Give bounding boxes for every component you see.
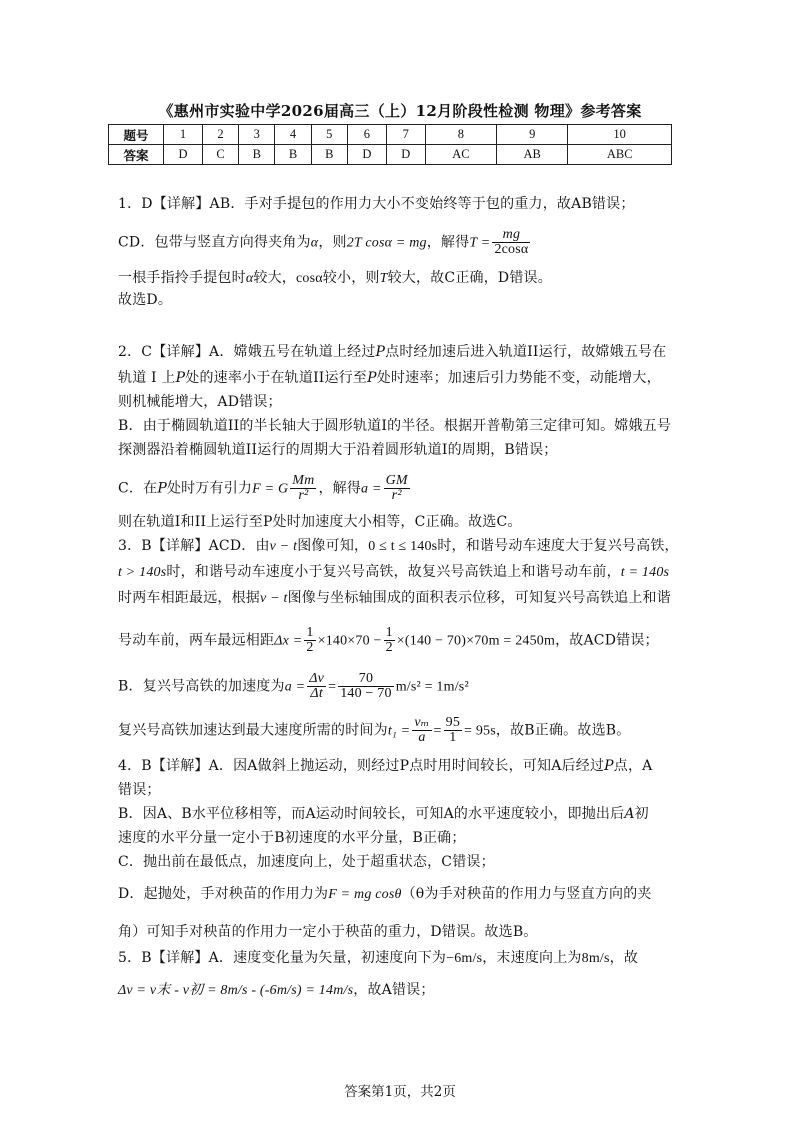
q3-frac-den: 140 − 70 [340, 686, 392, 701]
q3-frac-70 [338, 672, 394, 701]
question-number-cell: 10 [568, 125, 672, 145]
question-number-cell: 2 [202, 125, 238, 145]
q1-line-3 [118, 268, 552, 289]
question-number-cell: 7 [386, 125, 425, 145]
q4-line-3 [118, 804, 649, 824]
q3-frac-dvdt [307, 672, 326, 701]
q2-line-1 [118, 342, 666, 362]
q3-frac-num: Δv [309, 671, 325, 686]
q1-cos: cosα [295, 271, 323, 286]
question-number-cell: 8 [425, 125, 496, 145]
q2-P: P [175, 370, 186, 386]
q3-text: 图像与坐标轴围成的面积表示位移，可知复兴号高铁追上和谐 [287, 590, 671, 606]
q4-A: A [624, 806, 635, 822]
q3-frac-den: Δt [310, 686, 323, 701]
q2-text: 处时速率；加速后引力势能不变，动能增大， [376, 370, 661, 386]
q3-text: 时，和谐号动车速度大于复兴号高铁， [437, 538, 679, 554]
q2-frac-num: Mm [292, 473, 315, 488]
q1-T-label: T = [469, 235, 491, 251]
q3-t-cond-2: t = 140s [620, 565, 670, 580]
question-number-cell: 3 [239, 125, 275, 145]
q5-line-2 [118, 980, 435, 1001]
q2-P: P [375, 344, 386, 360]
answer-cell: B [239, 145, 275, 165]
q2-line-2 [118, 368, 661, 388]
answer-cell: B [311, 145, 347, 165]
q2-fraction-2 [384, 474, 410, 503]
q4-force-eq: F = mg cosθ [328, 887, 402, 902]
q3-dx-eq: ×(140 − 70)×70m = 2450m [396, 633, 556, 649]
q3-text: 图像可知， [297, 538, 369, 554]
q3-text: ，故ACD错误； [555, 632, 659, 649]
q1-T: T [379, 271, 388, 286]
q1-text: 较大， [253, 270, 296, 286]
q2-line-5: 探测器沿着椭圆轨道II运行的周期大于沿着圆形轨道I的周期，B错误； [118, 442, 558, 458]
q3-half-1 [304, 626, 315, 655]
answer-cell: AB [497, 145, 568, 165]
q2-line-4: B．由于椭圆轨道II的半长轴大于圆形轨道I的半径。根据开普勒第三定律可知。嫦娥五号 [118, 418, 672, 434]
q2-fraction-1 [290, 474, 316, 503]
q5-text: ，故 [609, 950, 639, 966]
q4-P: P [604, 758, 614, 774]
q5-v0: −6m/s [446, 951, 483, 966]
q3-range: 0 ≤ t ≤ 140s [368, 539, 438, 554]
q3-frac-num: 70 [338, 672, 394, 687]
q2-text: 点时经加速后进入轨道II运行，故嫦娥五号在 [385, 344, 667, 360]
q4-text: 点，A [613, 758, 653, 774]
q3-dx-eq: ×140×70 − [317, 633, 382, 649]
question-number-cell: 5 [311, 125, 347, 145]
q3-frac-vma [412, 716, 431, 745]
q4-line-5: C．抛出前在最低点，加速度向上，处于超重状态，C错误； [118, 854, 495, 870]
q4-line-4: 速度的水平分量一定小于B初速度的水平分量，B正确； [118, 830, 466, 846]
q3-frac-num: vₘ [414, 715, 430, 730]
q2-text: 处的速率小于在轨道II运行至 [185, 370, 368, 386]
q4-line-7: 角）可知手对秧苗的作用力一定小于秧苗的重力，D错误。故选B。 [118, 924, 538, 940]
q4-line-6 [118, 884, 652, 905]
answer-cell: C [202, 145, 238, 165]
q3-line-6 [118, 716, 630, 745]
q1-line-4: 故选D。 [118, 292, 173, 308]
q2-text: 2．C【详解】A．嫦娥五号在轨道上经过 [118, 344, 376, 360]
q3-text: ，故B正确。故选B。 [495, 722, 631, 739]
q3-eq-sign: = [433, 723, 442, 739]
q4-text: 初 [634, 806, 649, 822]
q1-text: CD．包带与竖直方向得夹角为 [118, 234, 311, 251]
q3-eq-sign: = [328, 679, 337, 695]
q4-text: D．起抛处，手对秧苗的作用力为 [118, 886, 329, 902]
q3-vt: v − t [260, 591, 288, 606]
q5-text: ，末速度向上为 [482, 950, 582, 966]
q3-frac-den: 1 [449, 730, 457, 745]
q3-line-3 [118, 588, 671, 609]
q3-accel-result: m/s² = 1m/s² [395, 679, 469, 695]
q5-v1: 8m/s [581, 951, 610, 966]
question-number-row [109, 125, 672, 145]
q2-frac-den: r² [298, 488, 309, 503]
q5-dv-eq: Δv = v末 - v初 = 8m/s - (-6m/s) = 14m/s [118, 983, 354, 998]
q1-text: 一根手指拎手提包时 [118, 270, 246, 286]
q1-text: ，解得 [426, 234, 470, 251]
q1-line-2 [118, 228, 532, 257]
q1-frac-den: 2cosα [494, 242, 529, 257]
q3-frac-num: 1 [306, 625, 314, 640]
q3-line-1 [118, 536, 679, 557]
q3-text: 时，和谐号动车速度小于复兴号高铁，故复兴号高铁追上和谐号动车前， [166, 564, 621, 580]
q3-frac-95 [444, 716, 462, 745]
document-title: 《惠州市实验中学2026届高三（上）12月阶段性检测 物理》参考答案 [158, 102, 642, 120]
q3-half-2 [384, 626, 395, 655]
q2-P: P [157, 480, 167, 497]
question-number-cell: 1 [164, 125, 203, 145]
q3-line-2 [118, 562, 669, 583]
q2-line-6 [118, 474, 412, 503]
q3-frac-den: 2 [385, 640, 393, 655]
answer-cell: D [347, 145, 386, 165]
answer-row [109, 145, 672, 165]
q4-text: （θ为手对秧苗的作用力与竖直方向的夹 [401, 886, 652, 902]
q3-line-4 [118, 626, 659, 655]
q3-text: 复兴号高铁加速达到最大速度所需的时间为 [118, 722, 388, 739]
q1-fraction [492, 228, 530, 257]
q2-text: 处时万有引力 [166, 480, 253, 497]
q1-text: 较小，则 [322, 270, 380, 286]
page-footer: 答案第1页，共2页 [344, 1084, 456, 1100]
q2-line-7: 则在轨道I和II上运行至P处时加速度大小相等，C正确。故选C。 [118, 514, 522, 530]
q1-alpha: α [310, 235, 319, 251]
q1-alpha: α [245, 271, 254, 286]
q2-F-label: F = G [252, 481, 289, 497]
q2-P: P [367, 370, 377, 386]
q3-t1-label: t₁ = [387, 723, 411, 739]
q3-text: 号动车前，两车最远相距 [118, 632, 275, 649]
q4-line-1 [118, 756, 653, 776]
q1-text: 较大，故C正确，D错误。 [387, 270, 552, 286]
q3-a-label: a = [284, 679, 306, 695]
q2-line-3: 则机械能增大，AD错误； [118, 394, 282, 410]
q3-dx-eq: Δx = [274, 633, 303, 649]
question-number-cell: 4 [275, 125, 311, 145]
q3-frac-den: a [418, 730, 426, 745]
question-number-cell: 6 [347, 125, 386, 145]
q3-text: B．复兴号高铁的加速度为 [118, 678, 285, 695]
q3-t-cond: t > 140s [118, 565, 167, 580]
q2-a-label: a = [361, 481, 382, 497]
q1-text: ，则 [318, 234, 347, 251]
q5-text: 5．B【详解】A．速度变化量为矢量，初速度向下为 [118, 950, 447, 966]
q3-text: 3．B【详解】ACD．由 [118, 538, 270, 554]
question-label-cell: 题号 [109, 125, 164, 145]
q2-text: C．在 [118, 480, 158, 497]
answer-label-cell: 答案 [109, 145, 164, 165]
q5-text: ，故A错误； [353, 982, 435, 998]
q3-frac-num: 1 [385, 625, 393, 640]
answer-key-table [108, 124, 672, 165]
q2-text: ，解得 [318, 480, 362, 497]
answer-cell: D [164, 145, 203, 165]
q4-line-2: 错误； [118, 782, 161, 798]
q5-line-1 [118, 948, 638, 969]
q3-frac-den: 2 [306, 640, 314, 655]
q1-line-1: 1．D【详解】AB．手对手提包的作用力大小不变始终等于包的重力，故AB错误； [118, 196, 635, 212]
q3-vt: v − t [269, 539, 298, 554]
q3-line-5 [118, 672, 469, 701]
question-number-cell: 9 [497, 125, 568, 145]
q1-frac-num: mg [492, 228, 530, 243]
answer-cell: B [275, 145, 311, 165]
q3-time-result: = 95s [464, 723, 496, 739]
q3-text: 时两车相距最远，根据 [118, 590, 260, 606]
answer-cell: AC [425, 145, 496, 165]
q2-text: 轨道 I 上 [118, 370, 176, 386]
q3-frac-num: 95 [445, 715, 461, 730]
answer-cell: ABC [568, 145, 672, 165]
q1-equation: 2T cosα = mg [346, 235, 427, 251]
q2-frac-den: r² [391, 488, 402, 503]
q2-frac-num: GM [385, 473, 408, 488]
q4-text: 4．B【详解】A．因A做斜上抛运动，则经过P点时用时间较长，可知A后经过 [118, 758, 605, 774]
answer-cell: D [386, 145, 425, 165]
q4-text: B．因A、B水平位移相等，而A运动时间较长，可知A的水平速度较小，即抛出后 [118, 806, 625, 822]
